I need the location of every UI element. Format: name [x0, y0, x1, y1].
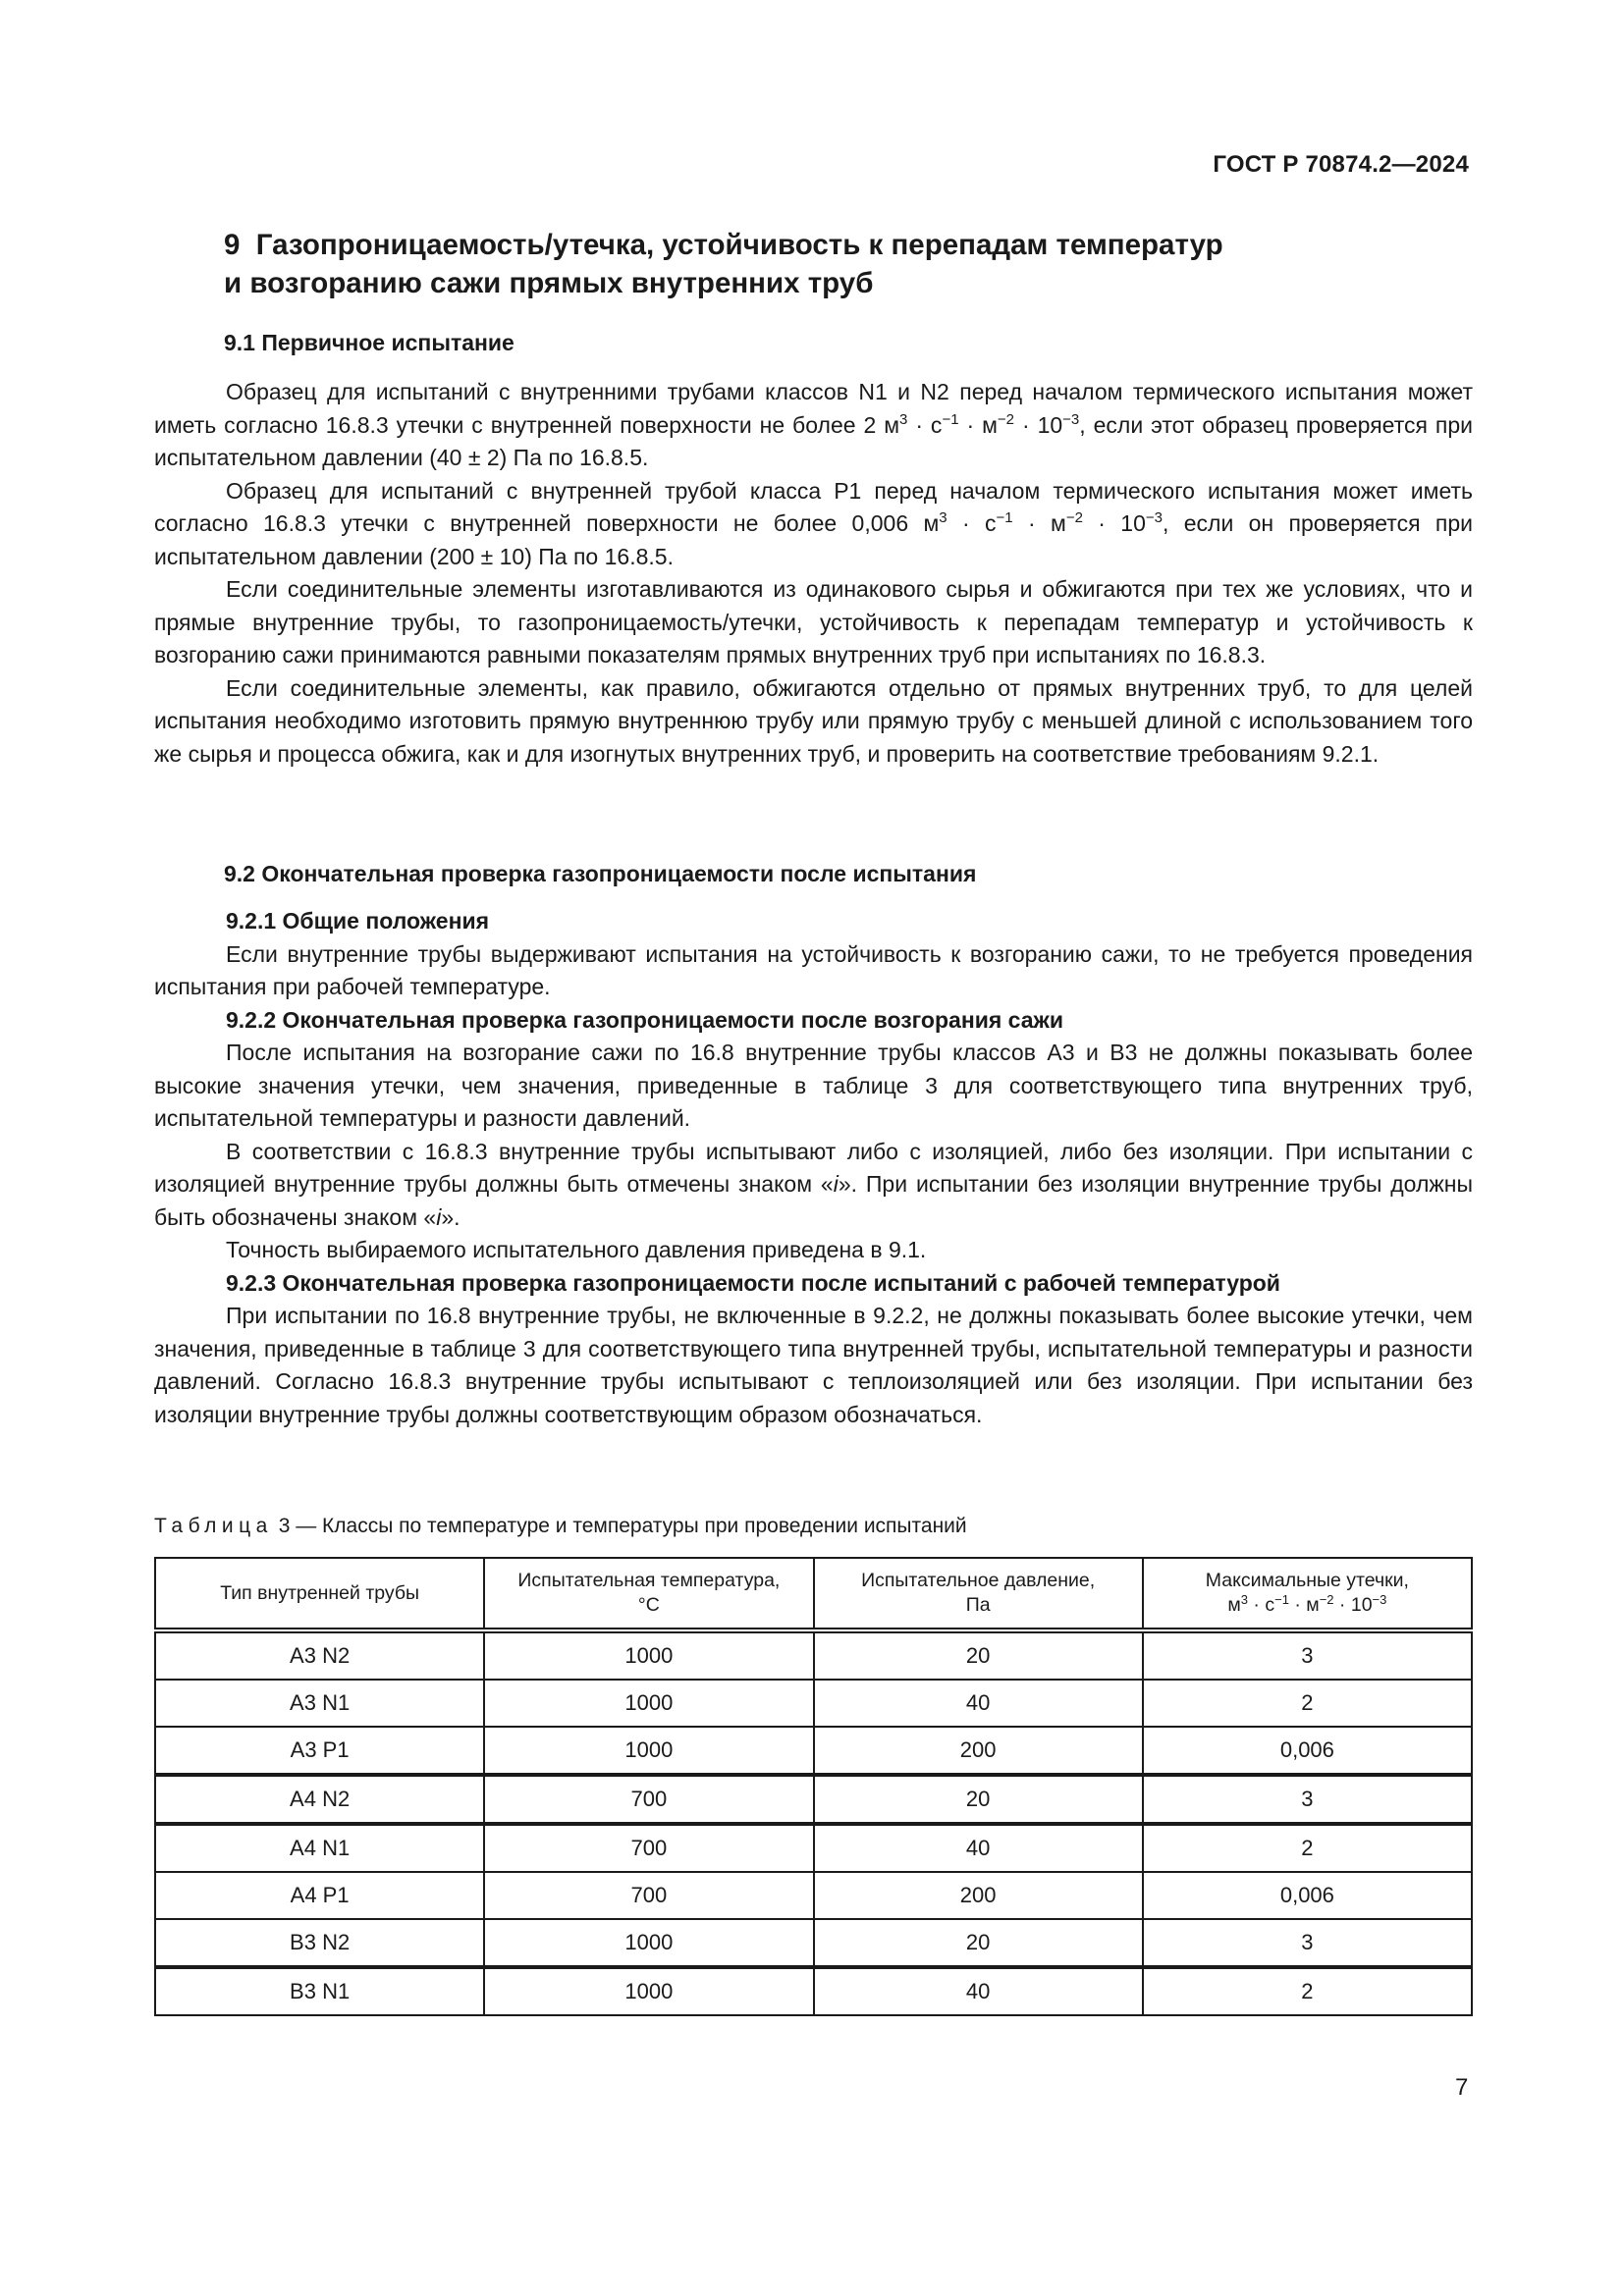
paragraph: После испытания на возгорание сажи по 16.8 внутренние трубы классов А3 и В3 не должны показывать более высокие значения утечки, чем значения, приведенные в таблице 3 для соответствующего типа внутренних труб, испытательной температуры и разности давлений.: [154, 1040, 1473, 1131]
header-pipe-type: Тип внутренней трубы: [155, 1558, 484, 1630]
cell-leak: 2: [1143, 1680, 1472, 1727]
cell-type: А4 N1: [155, 1824, 484, 1872]
table-row: [155, 1680, 1472, 1727]
header-max-leakage: Максимальные утечки, $м^3 \cdot с^{-1} \cdot м^{-2} \cdot 10^{-3}$: [1143, 1558, 1472, 1630]
cell-temp: 700: [484, 1824, 813, 1872]
paragraph: При испытании по 16.8 внутренние трубы, не включенные в 9.2.2, не должны показывать более высокие утечки, чем значения, приведенные в таблице 3 для соответствующего типа внутренней трубы, испытательной температуры и разности давлений. Согласно 16.8.3 внутренние трубы испытывают с теплоизоляцией или без изоляции. При испытании без изоляции внутренние трубы должны соответствующим образом обозначаться.: [154, 1303, 1473, 1427]
cell-pressure: 200: [814, 1872, 1143, 1919]
heading-9-1: 9.1 Первичное испытание: [224, 330, 514, 355]
paragraph: Если соединительные элементы изготавливаются из одинакового сырья и обжигаются при тех же условиях, что и прямые внутренние трубы, то газопроницаемость/утечки, устойчивость к перепадам температур и устойчивость к возгоранию сажи принимаются равными показателям прямых внутренних труб при испытаниях по 16.8.3.: [154, 576, 1473, 667]
table-caption-label: Таблица: [154, 1515, 273, 1537]
paragraph: Точность выбираемого испытательного давления приведена в 9.1.: [226, 1237, 927, 1262]
cell-type: А3 Р1: [155, 1727, 484, 1775]
heading-9-2: 9.2 Окончательная проверка газопроницаемости после испытания: [224, 861, 977, 886]
cell-pressure: 40: [814, 1680, 1143, 1727]
cell-type: А4 N2: [155, 1775, 484, 1824]
paragraph: В соответствии с 16.8.3 внутренние трубы испытывают либо с изоляцией, либо без изоляции. При испытании с изоляцией внутренние трубы должны быть отмечены знаком «i». При испытании без изоляции внутренние трубы должны быть обозначены знаком «i».: [154, 1138, 1473, 1230]
paragraph: Образец для испытаний с внутренними трубами классов N1 и N2 перед началом термического испытания может иметь согласно 16.8.3 утечки с внутренней поверхности не более 2 $м^3 \cdot с^{-1} \cdot м^{-2} \cdot 10^{-3}$, если этот образец проверяется при испытательном давлении (40 ± 2) Па по 16.8.5.: [154, 379, 1473, 470]
cell-pressure: 40: [814, 1967, 1143, 2015]
paragraph: Образец для испытаний с внутренней трубой класса Р1 перед началом термического испытания может иметь согласно 16.8.3 утечки с внутренней поверхности не более 0,006 $м^3 \cdot с^{-1} \cdot м^{-2} \cdot 10^{-3}$, если он проверяется при испытательном давлении (200 ± 10) Па по 16.8.5.: [154, 477, 1473, 569]
cell-type: В3 N1: [155, 1967, 484, 2015]
cell-leak: 2: [1143, 1967, 1472, 2015]
heading-9-2-2: 9.2.2 Окончательная проверка газопроницаемости после возгорания сажи: [226, 1006, 1063, 1033]
table-row: [155, 1727, 1472, 1775]
cell-temp: 1000: [484, 1967, 813, 2015]
table-3: [154, 1557, 1473, 2016]
table-row: [155, 1824, 1472, 1872]
table-row: [155, 1775, 1472, 1824]
cell-leak: 2: [1143, 1824, 1472, 1872]
paragraph: Если соединительные элементы, как правило, обжигаются отдельно от прямых внутренних труб, то для целей испытания необходимо изготовить прямую внутреннюю трубу или прямую трубу с меньшей длиной с использованием того же сырья и процесса обжига, как и для изогнутых внутренних труб, и проверить на соответствие требованиям 9.2.1.: [154, 674, 1473, 767]
cell-temp: 700: [484, 1775, 813, 1824]
cell-pressure: 20: [814, 1919, 1143, 1967]
cell-leak: 3: [1143, 1919, 1472, 1967]
header-test-pressure: Испытательное давление, Па: [814, 1558, 1143, 1630]
cell-temp: 700: [484, 1872, 813, 1919]
cell-temp: 1000: [484, 1919, 813, 1967]
cell-leak: 3: [1143, 1630, 1472, 1680]
cell-temp: 1000: [484, 1680, 813, 1727]
heading-9-2-3: 9.2.3 Окончательная проверка газопроницаемости после испытаний с рабочей температурой: [226, 1269, 1280, 1296]
section-title-line1: 9 Газопроницаемость/утечка, устойчивость к перепадам температур: [224, 229, 1223, 261]
paragraph: Если внутренние трубы выдерживают испытания на устойчивость к возгоранию сажи, то не требуется проведения испытания при рабочей температуре.: [154, 940, 1473, 999]
table-caption: [154, 1515, 967, 1538]
cell-pressure: 200: [814, 1727, 1143, 1775]
cell-type: А3 N1: [155, 1680, 484, 1727]
table-caption-text: 3 — Классы по температуре и температуры при проведении испытаний: [278, 1515, 967, 1537]
table-row: [155, 1967, 1472, 2015]
cell-leak: 0,006: [1143, 1727, 1472, 1775]
table-header-row: [155, 1558, 1472, 1630]
header-test-temperature: Испытательная температура, °C: [484, 1558, 813, 1630]
table-row: [155, 1872, 1472, 1919]
cell-pressure: 20: [814, 1630, 1143, 1680]
page-number: 7: [1455, 2074, 1469, 2101]
cell-pressure: 40: [814, 1824, 1143, 1872]
document-code: ГОСТ Р 70874.2—2024: [1213, 151, 1469, 178]
cell-temp: 1000: [484, 1727, 813, 1775]
section-9-1-body: [154, 376, 1473, 771]
section-title: [224, 226, 1451, 302]
heading-9-2-1: 9.2.1 Общие положения: [226, 908, 490, 934]
cell-temp: 1000: [484, 1630, 813, 1680]
cell-leak: 3: [1143, 1775, 1472, 1824]
table-row: [155, 1919, 1472, 1967]
section-title-line2: и возгоранию сажи прямых внутренних труб: [224, 267, 874, 299]
cell-pressure: 20: [814, 1775, 1143, 1824]
section-9-2-body: [154, 905, 1473, 1431]
cell-type: А4 Р1: [155, 1872, 484, 1919]
table-row: [155, 1630, 1472, 1680]
cell-type: А3 N2: [155, 1630, 484, 1680]
cell-leak: 0,006: [1143, 1872, 1472, 1919]
cell-type: В3 N2: [155, 1919, 484, 1967]
